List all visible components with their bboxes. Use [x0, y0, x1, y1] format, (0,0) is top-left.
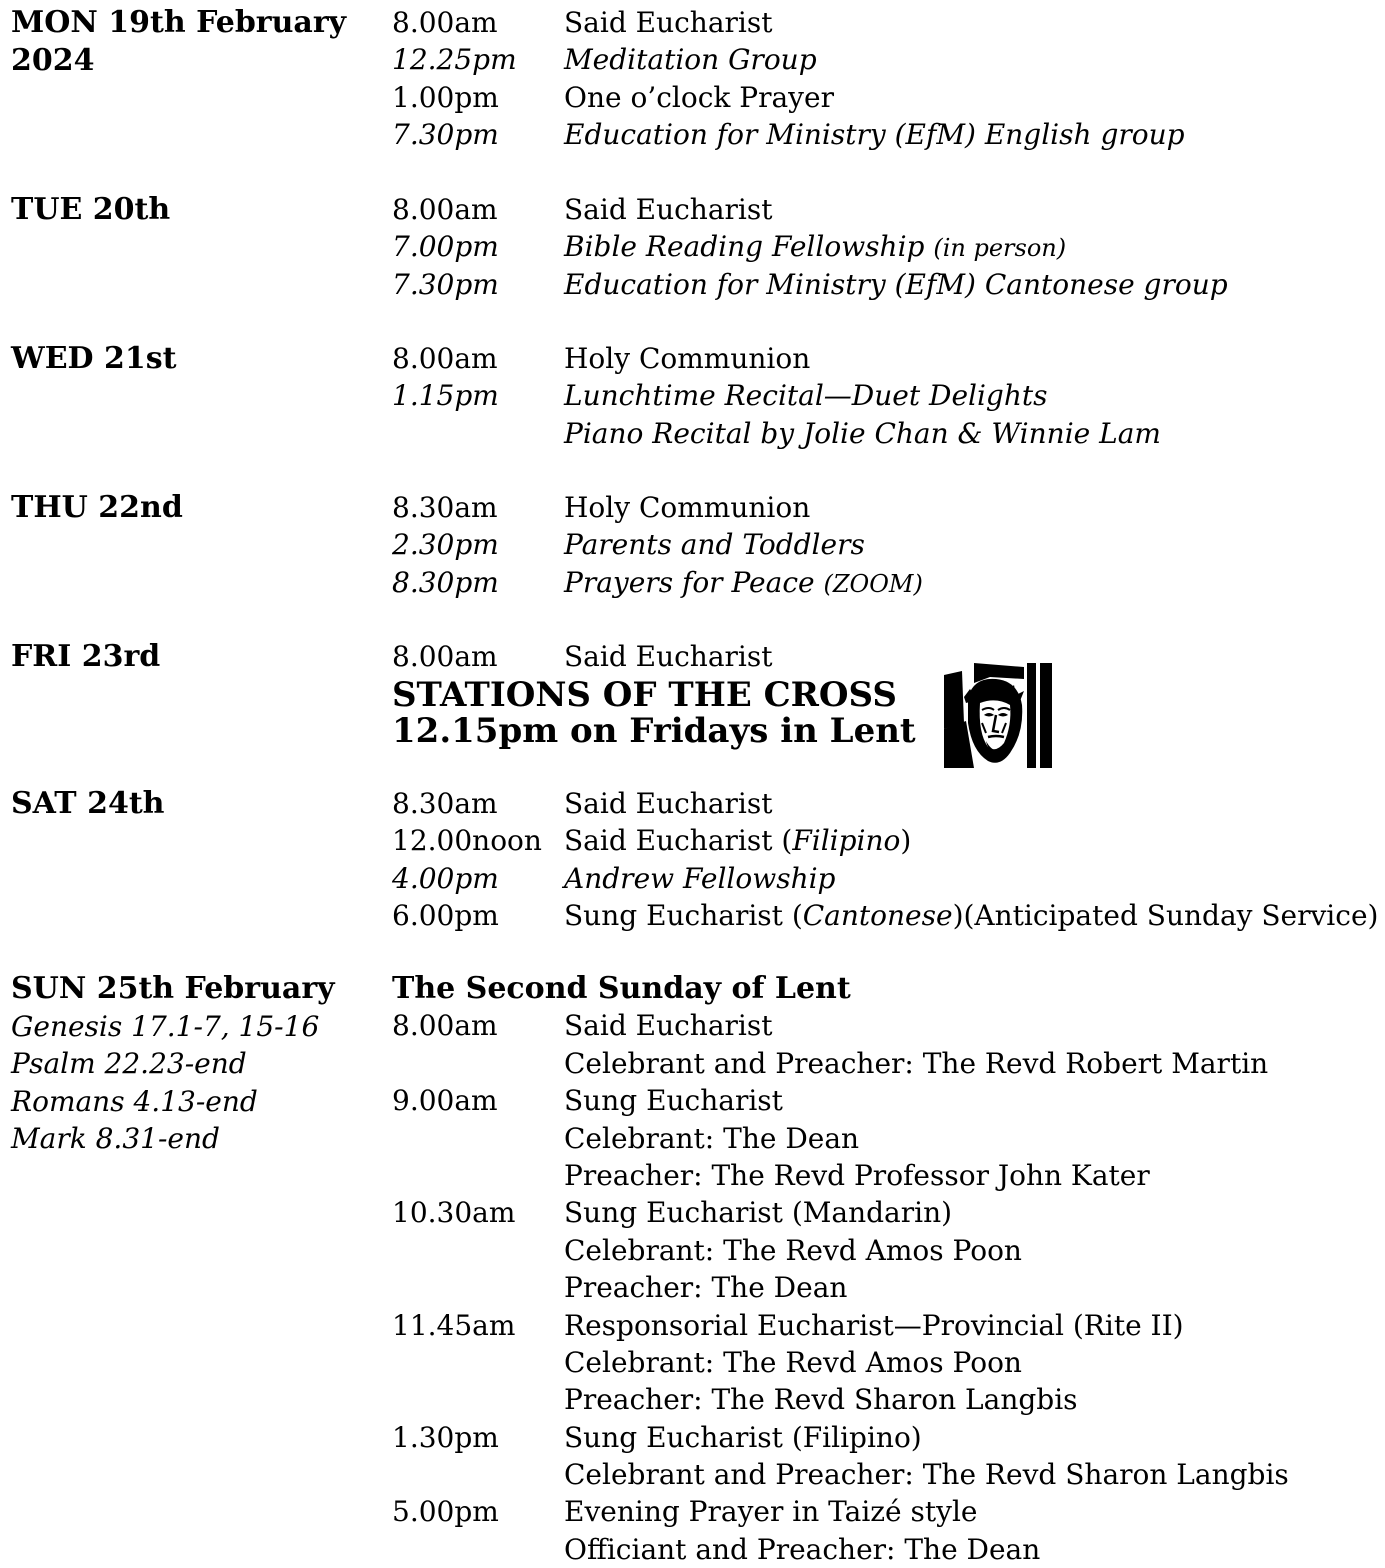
event-time: 2.30pm — [392, 528, 499, 562]
event-name: Sung Eucharist — [564, 1084, 783, 1118]
schedule-row — [392, 897, 1382, 934]
event-name: Holy Communion — [564, 491, 811, 524]
event-note: (ZOOM) — [823, 569, 923, 598]
event-name: Bible Reading Fellowship — [564, 230, 925, 264]
event-name-group — [564, 897, 1378, 934]
stations-banner-line1: STATIONS OF THE CROSS — [392, 675, 897, 716]
day-label: TUE 20th — [11, 192, 171, 227]
event-time: 8.30am — [392, 491, 498, 524]
event-name-group — [564, 822, 911, 859]
event-name: Preacher: The Dean — [564, 1271, 848, 1305]
schedule-row — [392, 785, 1382, 822]
event-name: Preacher: The Revd Sharon Langbis — [564, 1383, 1078, 1417]
day-label: WED 21st — [11, 341, 177, 376]
day-entries — [392, 191, 1382, 303]
schedule-row — [392, 266, 1382, 303]
schedule-row — [392, 1456, 1382, 1493]
schedule-row — [392, 822, 1382, 859]
event-time: 1.00pm — [392, 80, 499, 114]
day-label: FRI 23rd — [11, 639, 161, 674]
stations-banner — [392, 675, 1382, 752]
event-name: Sung Eucharist (Mandarin) — [564, 1196, 953, 1230]
event-name: Said Eucharist — [564, 640, 773, 673]
schedule-row — [392, 1194, 1382, 1231]
schedule-row — [392, 526, 1382, 563]
event-name: Said Eucharist — [564, 6, 773, 39]
schedule-row — [392, 1082, 1382, 1119]
event-time: 7.30pm — [392, 267, 499, 301]
schedule-row — [392, 1419, 1382, 1456]
event-name-part: ) — [900, 824, 912, 858]
event-name: Preacher: The Revd Professor John Kater — [564, 1158, 1150, 1192]
event-name: Meditation Group — [564, 43, 817, 77]
schedule-row — [392, 377, 1382, 414]
schedule-row — [392, 1120, 1382, 1157]
schedule-row — [392, 340, 1382, 377]
day-entries — [392, 489, 1382, 601]
event-name: Said Eucharist — [564, 1009, 773, 1043]
event-time: 11.45am — [392, 1308, 516, 1342]
schedule-row — [392, 191, 1382, 228]
event-name: One o’clock Prayer — [564, 80, 834, 114]
event-name: Celebrant: The Revd Amos Poon — [564, 1233, 1022, 1267]
schedule-row — [392, 4, 1382, 41]
event-name: Officiant and Preacher: The Dean — [564, 1532, 1041, 1566]
reading: Genesis 17.1-7, 15-16 — [11, 1010, 320, 1043]
event-name: Evening Prayer in Taizé style — [564, 1495, 978, 1529]
event-time: 8.30pm — [392, 565, 499, 599]
schedule-row — [392, 1007, 1382, 1044]
event-name: Celebrant and Preacher: The Revd Robert Martin — [564, 1046, 1269, 1080]
schedule-row — [392, 564, 1382, 601]
reading: Mark 8.31-end — [11, 1122, 220, 1156]
schedule-row — [392, 1157, 1382, 1194]
schedule-row — [392, 860, 1382, 897]
schedule-row — [392, 1344, 1382, 1381]
event-name-part: Said Eucharist ( — [564, 824, 793, 858]
schedule-row — [392, 1045, 1382, 1082]
christ-crown-of-thorns-icon — [944, 663, 1052, 768]
event-time: 12.25pm — [392, 43, 517, 77]
schedule-row — [392, 116, 1382, 153]
schedule-row — [392, 1232, 1382, 1269]
day-entries — [392, 638, 1382, 752]
event-language: Filipino — [792, 824, 901, 858]
day-label: THU 22nd — [11, 490, 183, 525]
schedule-row — [392, 1531, 1382, 1568]
event-name-group — [564, 564, 923, 603]
day-label: SUN 25th February — [11, 971, 335, 1006]
schedule-row — [392, 41, 1382, 78]
event-time: 8.00am — [392, 1009, 498, 1043]
sunday-rows — [392, 1007, 1382, 1568]
event-time: 8.30am — [392, 787, 498, 820]
event-time: 6.00pm — [392, 899, 499, 933]
day-entries — [392, 340, 1382, 452]
day-label-line2: 2024 — [11, 43, 95, 78]
reading: Psalm 22.23-end — [11, 1047, 247, 1081]
event-name: Celebrant: The Dean — [564, 1121, 860, 1155]
event-name: Prayers for Peace — [564, 565, 815, 599]
day-entries — [392, 4, 1382, 154]
event-language: Cantonese — [802, 899, 953, 933]
schedule-row — [392, 1307, 1382, 1344]
event-time: 8.00am — [392, 6, 498, 39]
schedule-row — [392, 489, 1382, 526]
event-time: 12.00noon — [392, 824, 542, 858]
schedule-row — [392, 79, 1382, 116]
schedule-row — [392, 1269, 1382, 1306]
schedule-row — [392, 638, 1382, 675]
event-name: Sung Eucharist (Filipino) — [564, 1420, 922, 1454]
day-label: SAT 24th — [11, 786, 165, 821]
event-time: 7.00pm — [392, 230, 499, 264]
event-time: 1.30pm — [392, 1420, 499, 1454]
event-time: 8.00am — [392, 193, 498, 226]
event-name: Responsorial Eucharist—Provincial (Rite II) — [564, 1308, 1184, 1342]
event-name: Parents and Toddlers — [564, 528, 865, 562]
event-name: Lunchtime Recital—Duet Delights — [564, 379, 1048, 413]
event-time: 7.30pm — [392, 118, 499, 152]
event-time: 5.00pm — [392, 1495, 499, 1529]
event-name-group — [564, 228, 1066, 267]
event-name: Celebrant and Preacher: The Revd Sharon Langbis — [564, 1458, 1289, 1492]
event-time: 8.00am — [392, 342, 498, 375]
event-name: Andrew Fellowship — [564, 861, 836, 895]
event-name: Education for Ministry (EfM) Cantonese group — [564, 267, 1228, 301]
day-label-line1: MON 19th February — [11, 5, 347, 40]
event-time: 10.30am — [392, 1196, 516, 1230]
day-label — [11, 4, 381, 80]
schedule-row — [392, 1493, 1382, 1530]
event-time: 4.00pm — [392, 861, 499, 895]
event-time: 8.00am — [392, 640, 498, 673]
reading: Romans 4.13-end — [11, 1084, 258, 1118]
event-name: Said Eucharist — [564, 193, 773, 226]
schedule-row — [392, 228, 1382, 265]
event-time: 9.00am — [392, 1084, 498, 1118]
event-name: Said Eucharist — [564, 787, 773, 820]
schedule-row — [392, 1381, 1382, 1418]
event-name: Education for Ministry (EfM) English group — [564, 118, 1185, 152]
day-entries — [392, 785, 1382, 935]
schedule-row — [392, 415, 1382, 452]
event-time: 1.15pm — [392, 379, 499, 413]
event-note: (in person) — [933, 234, 1067, 263]
event-name-part: )(Anticipated Sunday Service) — [952, 899, 1379, 933]
event-name: Holy Communion — [564, 342, 811, 375]
day-entries — [392, 970, 1382, 1568]
sunday-readings — [11, 1008, 381, 1158]
event-name-part: Sung Eucharist ( — [564, 899, 803, 933]
stations-banner-line2: 12.15pm on Fridays in Lent — [392, 711, 916, 752]
event-name: Celebrant: The Revd Amos Poon — [564, 1345, 1022, 1379]
sunday-heading: The Second Sunday of Lent — [392, 971, 851, 1006]
event-name: Piano Recital by Jolie Chan & Winnie Lam — [564, 416, 1161, 450]
